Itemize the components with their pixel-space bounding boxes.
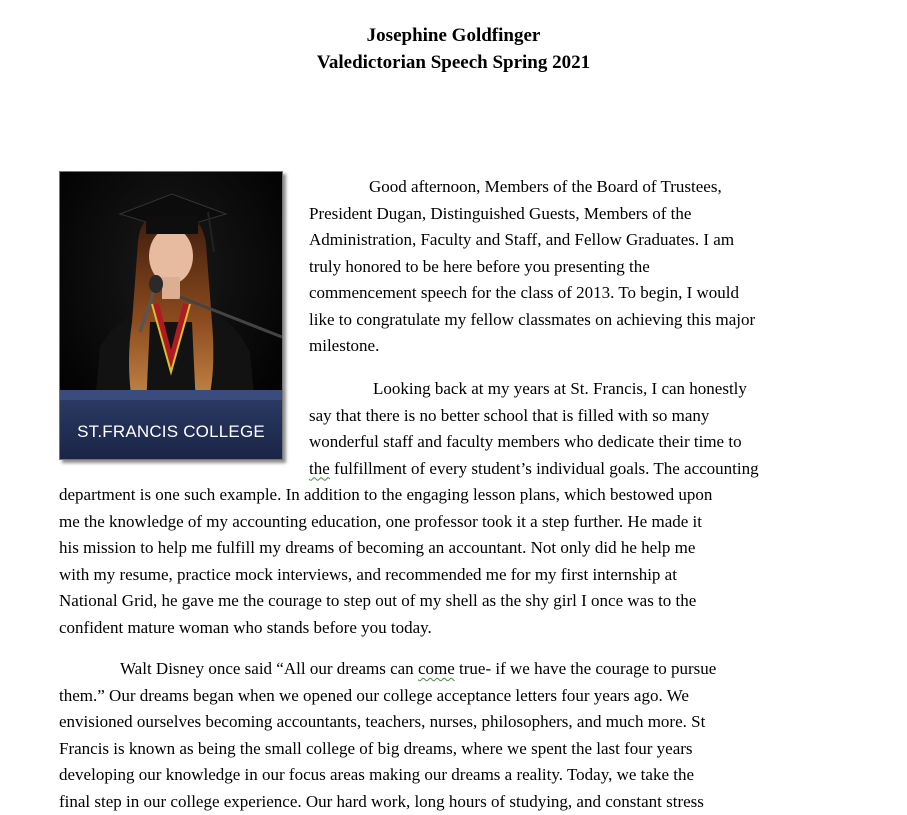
- text-line: his mission to help me fulfill my dreams of becoming an accountant. Not only did he help me: [59, 538, 696, 557]
- text-fragment: Walt Disney once said “All our dreams can: [120, 659, 418, 678]
- text-line: department is one such example. In addition to the engaging lesson plans, which bestowed upon: [59, 485, 713, 504]
- text-line: envisioned ourselves becoming accountants, teachers, nurses, philosophers, and much more. St: [59, 712, 706, 731]
- text-line: President Dugan, Distinguished Guests, Members of the: [309, 203, 692, 223]
- text-line: [309, 456, 759, 483]
- text-line: National Grid, he gave me the courage to step out of my shell as the shy girl I once was to the: [59, 591, 697, 610]
- text-line: like to congratulate my fellow classmates on achieving this major: [309, 309, 756, 329]
- text-line: Francis is known as being the small college of big dreams, where we spent the last four years: [59, 738, 693, 758]
- text-line: confident mature woman who stands before you today.: [59, 617, 432, 637]
- paragraph-looking-back: [309, 376, 759, 482]
- graduate-photo: [59, 171, 283, 460]
- title-subtitle: Valedictorian Speech Spring 2021: [316, 52, 591, 73]
- text-line: milestone.: [309, 336, 380, 355]
- text-line: with my resume, practice mock interviews, and recommended me for my first internship at: [59, 564, 677, 584]
- text-fragment: fulfillment of every student’s individual goals. The accounting: [329, 458, 759, 478]
- text-line: commencement speech for the class of 2013. To begin, I would: [309, 283, 739, 302]
- podium-label: ST.FRANCIS COLLEGE: [77, 422, 265, 441]
- text-line: them.” Our dreams began when we opened our college acceptance letters four years ago. We: [59, 685, 689, 705]
- text-line: wonderful staff and faculty members who dedicate their time to: [309, 432, 742, 451]
- text-line: final step in our college experience. Our hard work, long hours of studying, and constant stress: [59, 791, 704, 811]
- document-title: [0, 22, 907, 76]
- text-fragment: true- if we have the courage to pursue: [454, 659, 717, 678]
- spellcheck-underlined-word: come: [417, 659, 455, 678]
- paragraph-walt-disney: [59, 656, 716, 815]
- text-line: Looking back at my years at St. Francis, I can honestly: [373, 379, 747, 398]
- text-line: say that there is no better school that is filled with so many: [309, 405, 710, 425]
- text-line: developing our knowledge in our focus areas making our dreams a reality. Today, we take the: [59, 765, 695, 784]
- text-line: Good afternoon, Members of the Board of Trustees,: [369, 177, 722, 196]
- text-line: [59, 656, 716, 683]
- paragraph-greeting: [309, 174, 755, 360]
- spellcheck-underlined-word: the: [309, 458, 330, 478]
- paragraph-looking-back-continued: [59, 482, 712, 641]
- text-line: truly honored to be here before you presenting the: [309, 256, 650, 276]
- title-name: Josephine Goldfinger: [366, 25, 541, 46]
- graduate-illustration: [60, 172, 282, 459]
- text-line: me the knowledge of my accounting education, one professor took it a step further. He made it: [59, 511, 702, 531]
- text-line: Administration, Faculty and Staff, and Fellow Graduates. I am: [309, 230, 735, 249]
